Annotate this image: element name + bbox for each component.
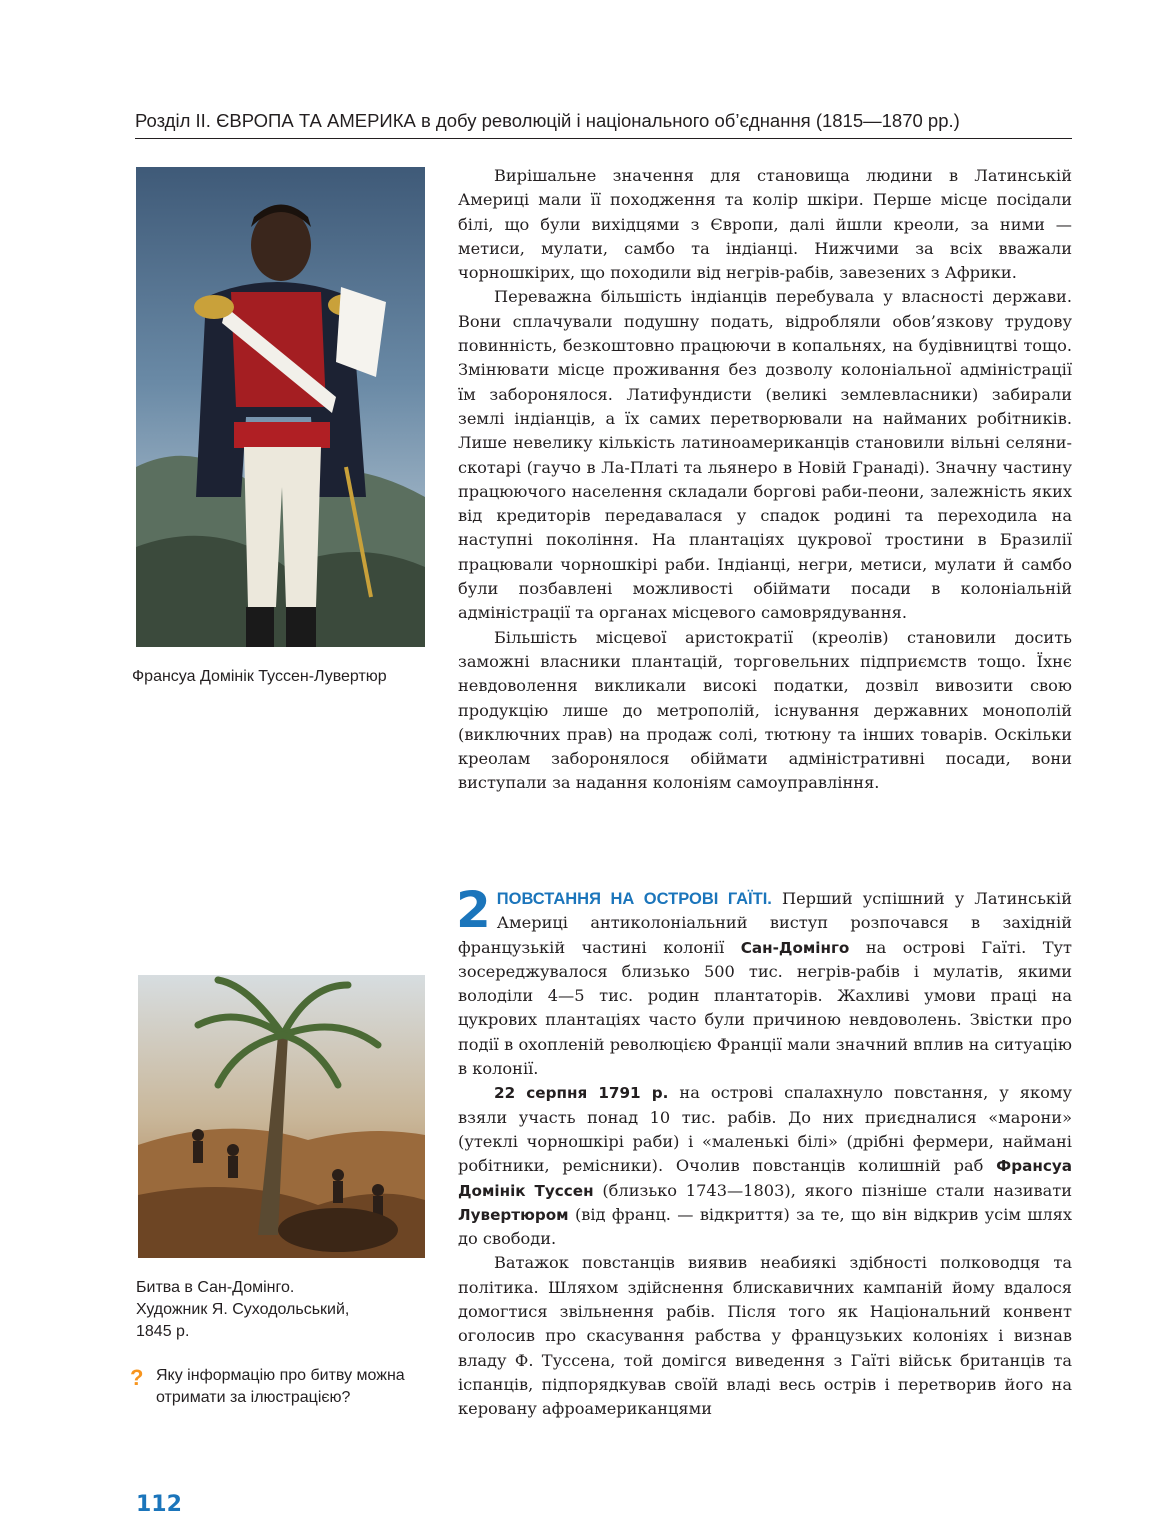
paragraph <box>458 1081 1072 1251</box>
toussaint-portrait-image <box>136 167 425 647</box>
text-run: на острові Гаїті. Тут зосереджувалося близько 500 тис. негрів-рабів і мулатів, якими володіли 4—5 тис. родин плантаторів. Жахливі умови праці на цукрових плантаціях часто були причиною невдоволень. Звістки про події в охопленій революцією Франції мали значний вплив на ситуацію в колонії. <box>458 937 1072 1079</box>
bold-name: Лувертюром <box>458 1205 569 1224</box>
section-intro-paragraph <box>456 881 1073 1081</box>
text-run: (від франц. — відкриття) за те, що він відкрив усім шлях до свободи. <box>458 1204 1072 1249</box>
chapter-header: Розділ II. ЄВРОПА ТА АМЕРИКА в добу революцій і національного об’єднання (1815—1870 рр.) <box>135 108 1072 139</box>
battle-caption <box>136 1277 436 1343</box>
section-2 <box>456 881 1073 1422</box>
bold-term: Сан-Домінго <box>740 938 850 957</box>
portrait-figure <box>136 167 425 647</box>
battle-caption-line: 1845 р. <box>136 1323 190 1340</box>
battle-caption-line: Художник Я. Суходольський, <box>136 1301 350 1318</box>
text-run: на острові спалахнуло повстання, у якому взяли участь понад 10 тис. рабів. До них приєдналися «марони» (утеклі чорношкірі раби) і «маленькі білі» (дрібні фермери, наймані робітники, ремісники). Очолив повстанців колишній раб <box>458 1083 1072 1176</box>
bold-date: 22 серпня 1791 р. <box>494 1084 669 1103</box>
section-number: 2 <box>456 881 491 939</box>
text-run: Перший успішний у Латинській Америці антиколоніальний виступ розпочався в західній французькій частині колонії <box>458 889 1073 957</box>
question-text: Яку інформацію про битву можна отримати за ілюстрацією? <box>156 1367 405 1406</box>
question-mark-icon: ? <box>130 1365 144 1390</box>
battle-caption-line: Битва в Сан-Домінго. <box>136 1279 295 1296</box>
illustration-question <box>130 1365 430 1409</box>
paragraph: Вирішальне значення для становища людини в Латинській Америці мали її походження та колір шкіри. Перше місце посідали білі, що були вихідцями з Європи, далі йшли креоли, за ними — метиси, мулати, самбо та індіанці. Нижчими за всіх вважали чорношкірих, що походили від негрів-рабів, завезених з Африки. <box>458 166 1072 283</box>
main-text-top <box>458 164 1072 796</box>
section-title: ПОВСТАННЯ НА ОСТРОВІ ГАЇТІ. <box>496 890 772 908</box>
paragraph: Ватажок повстанців виявив неабиякі здібності полководця та політика. Шляхом здійснення блискавичних кампаній йому вдалося домогтися звільнення рабів. Після того як Національний конвент оголосив про скасування рабства у французьких колоніях і визнав владу Ф. Туссена, той домігся виведення з Гаїті військ британців та іспанців, підпорядкував своїй владі весь острів і перетворив його на керовану афроамериканцями <box>458 1253 1072 1419</box>
paragraph: Більшість місцевої аристократії (креолів) становили досить заможні власники плантацій, торговельних підприємств тощо. Їхнє невдоволення викликали високі податки, дозвіл вивозити свою продукцію лише до метрополій, існування державних монополій (виключних прав) на продаж солі, тютюну та інших товарів. Оскільки креолам заборонялося обіймати адміністративні посади, вони виступали за надання колоніям самоуправління. <box>458 627 1072 793</box>
text-run: (близько 1743—1803), якого пізніше стали називати <box>593 1180 1072 1200</box>
page-number: 112 <box>136 1492 182 1517</box>
battle-figure <box>138 975 425 1258</box>
portrait-caption: Франсуа Домінік Туссен-Лувертюр <box>132 668 387 685</box>
battle-painting-image <box>138 975 425 1258</box>
paragraph: Переважна більшість індіанців перебувала у власності держави. Вони сплачували подушну подать, відробляли обов’язкову трудову повинність, безкоштовно працюючи в копальнях, на будівництві тощо. Змінювати місце проживання без дозволу колоніальної адміністрації їм заборонялося. Латифундисти (великі землевласники) забирали землі індіанців, а їх самих перетворювали на найманих робітників. Лише невелику кількість латиноамериканців становили вільні селяни-скотарі (гаучо в Ла-Платі та льянеро в Новій Гранаді). Значну частину працюючого населення складали боргові раби-пеони, залежність яких від кредиторів передавалася у спадок родині та переходила на наступні покоління. На плантаціях цукрової тростини в Бразилії працювали чорношкірі раби. Індіанці, негри, метиси, мулати й самбо були позбавлені можливості обіймати посади в колоніальній адміністрації та органах місцевого самоврядування. <box>458 287 1072 623</box>
bold-name: Франсуа Домінік Туссен <box>458 1157 1072 1200</box>
